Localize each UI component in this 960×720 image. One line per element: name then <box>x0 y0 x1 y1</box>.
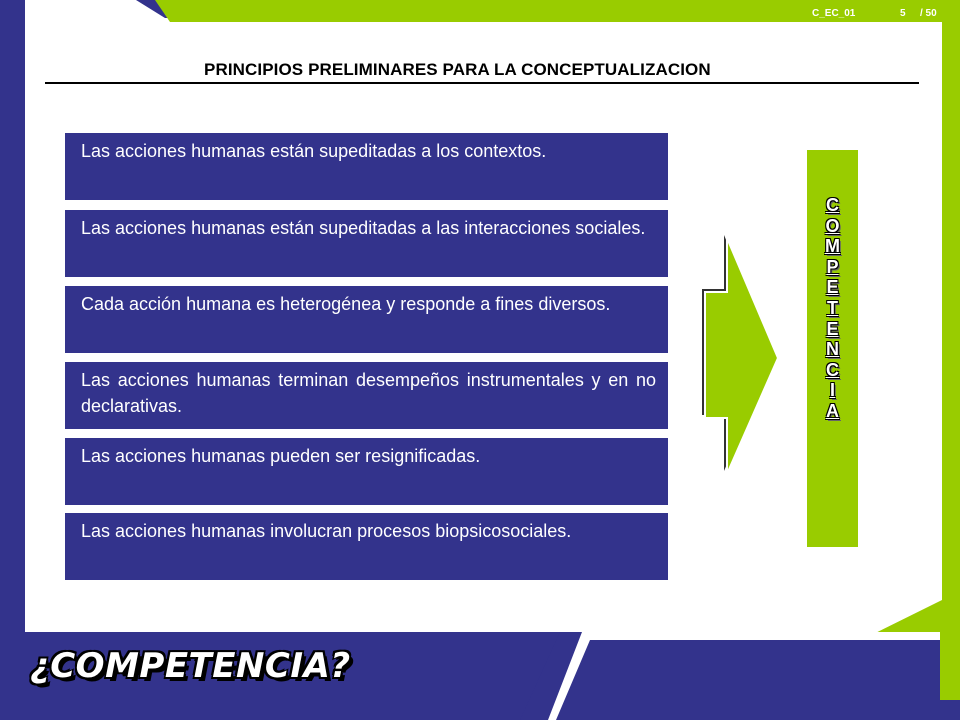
slide-page-number: 5 <box>900 8 906 19</box>
statement-box-resignified <box>65 438 668 505</box>
competencia-letter: I <box>829 380 835 401</box>
statement-box-biopsychosocial <box>65 513 668 580</box>
competencia-letter: T <box>827 297 838 318</box>
statement-text: Las acciones humanas terminan desempeños instrumentales y en no declarativas. <box>81 370 656 416</box>
statement-text: Las acciones humanas pueden ser resignificadas. <box>81 446 481 466</box>
competencia-letter: C <box>826 359 839 380</box>
right-arrow-icon <box>700 230 782 476</box>
statement-box-contexts <box>65 133 668 200</box>
statement-text: Las acciones humanas están supeditadas a las interacciones sociales. <box>81 218 646 238</box>
competencia-letter: N <box>826 339 839 360</box>
statement-box-performances <box>65 362 668 429</box>
competencia-panel <box>807 150 858 547</box>
statement-text: Las acciones humanas están supeditadas a los contextos. <box>81 141 547 161</box>
competencia-letter: E <box>826 318 839 339</box>
slide-page-total: / 50 <box>920 8 937 19</box>
statement-text: Cada acción humana es heterogénea y responde a fines diversos. <box>81 294 611 314</box>
page-title: PRINCIPIOS PRELIMINARES PARA LA CONCEPTUALIZACION <box>204 60 711 79</box>
competencia-letter: P <box>826 256 839 277</box>
competencia-letter: C <box>826 195 839 215</box>
statement-box-interactions <box>65 210 668 277</box>
competencia-letter: A <box>826 400 839 421</box>
competencia-letter: M <box>825 236 840 257</box>
competencia-letter: E <box>826 277 839 298</box>
statement-text: Las acciones humanas involucran procesos biopsicosociales. <box>81 521 572 541</box>
competencia-letter: O <box>825 215 840 236</box>
footer-title: ¿COMPETENCIA? <box>30 646 351 686</box>
statement-box-heterogeneous <box>65 286 668 353</box>
slide-code: C_EC_01 <box>812 8 856 19</box>
title-underline <box>45 82 919 84</box>
